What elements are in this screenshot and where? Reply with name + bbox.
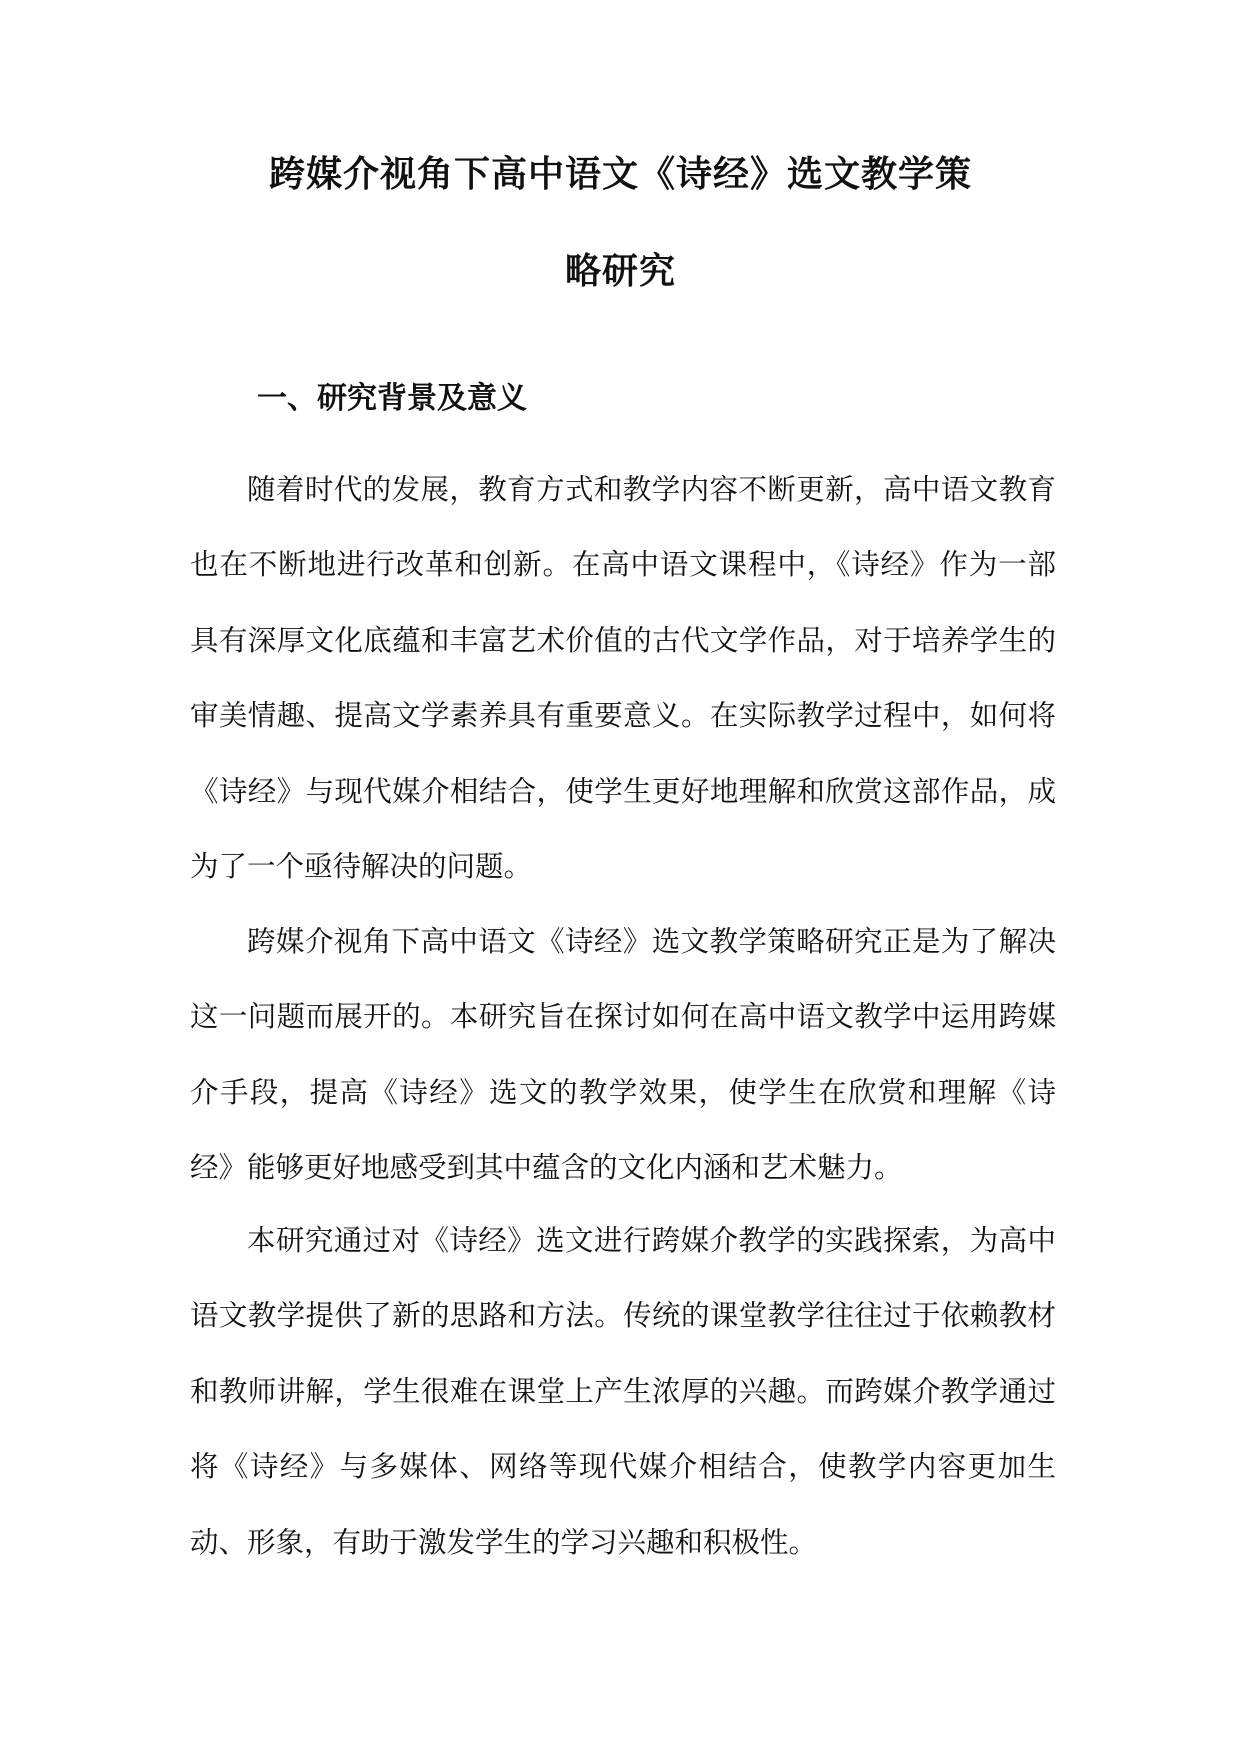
body-paragraph-2: 跨媒介视角下高中语文《诗经》选文教学策略研究正是为了解决这一问题而展开的。本研究旨在探讨如何在高中语文教学中运用跨媒介手段，提高《诗经》选文的教学效果，使学生在欣赏和理解《诗经》能够更好地感受到其中蕴含的文化内涵和艺术魅力。 <box>190 925 1056 1185</box>
body-paragraph-1: 随着时代的发展，教育方式和教学内容不断更新，高中语文教育也在不断地进行改革和创新。在高中语文课程中，《诗经》作为一部具有深厚文化底蕴和丰富艺术价值的古代文学作品，对于培养学生的审美情趣、提高文学素养具有重要意义。在实际教学过程中，如何将《诗经》与现代媒介相结合，使学生更好地理解和欣赏这部作品，成为了一个亟待解决的问题。 <box>190 473 1056 884</box>
section-heading: 一、研究背景及意义 <box>257 381 527 416</box>
document-title-line-2: 略研究 <box>564 250 676 292</box>
body-paragraph-3: 本研究通过对《诗经》选文进行跨媒介教学的实践探索，为高中语文教学提供了新的思路和方法。传统的课堂教学往往过于依赖教材和教师讲解，学生很难在课堂上产生浓厚的兴趣。而跨媒介教学通过将《诗经》与多媒体、网络等现代媒介相结合，使教学内容更加生动、形象，有助于激发学生的学习兴趣和积极性。 <box>190 1224 1056 1559</box>
document-title-line-1: 跨媒介视角下高中语文《诗经》选文教学策 <box>268 153 972 195</box>
